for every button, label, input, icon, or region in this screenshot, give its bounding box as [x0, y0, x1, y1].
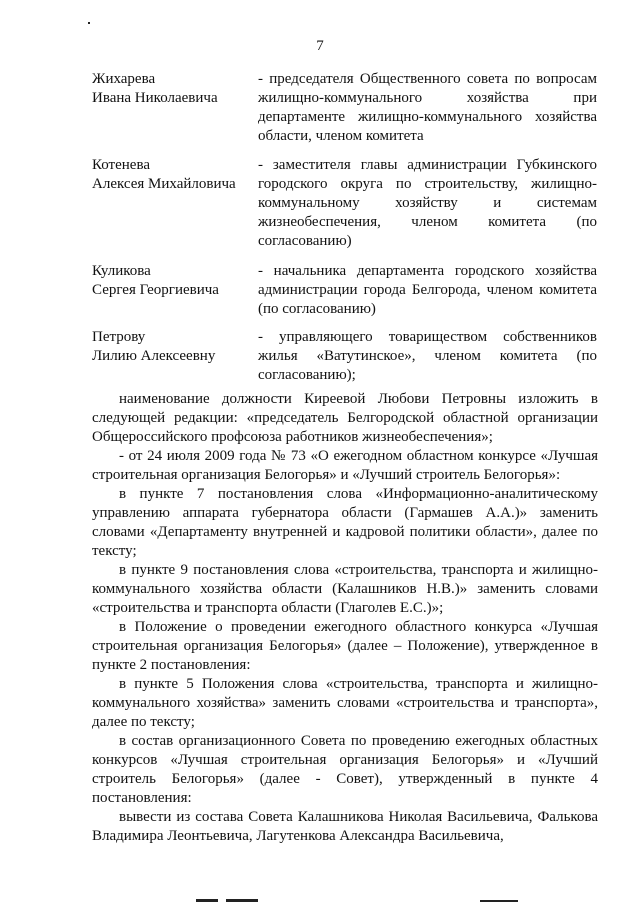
member-surname: Куликова [92, 263, 151, 279]
paragraph: в Положение о проведении ежегодного областного конкурса «Лучшая строительная организация Белогорья» (далее – Положение), утвержденное в пункте 2 постановления: [92, 619, 598, 673]
paragraph: в состав организационного Совета по проведению ежегодных областных конкурсов «Лучшая строительная организация Белогорья» и «Лучший строитель Белогорья» (далее - Совет), утвержденный в пункте 4 постановления: [92, 733, 598, 806]
scan-artifact [196, 899, 218, 902]
member-given-name: Ивана Николаевича [92, 90, 218, 106]
paragraph: - от 24 июля 2009 года № 73 «О ежегодном областном конкурсе «Лучшая строительная организация Белогорья» и «Лучший строитель Белогорья»: [92, 448, 598, 483]
member-role: - начальника департамента городского хозяйства администрации города Белгорода, членом комитета (по согласованию) [258, 263, 597, 317]
member-name [92, 70, 257, 108]
member-given-name: Лилию Алексеевну [92, 348, 216, 364]
body-text [92, 390, 598, 846]
paragraph: наименование должности Киреевой Любови Петровны изложить в следующей редакции: «председатель Белгородской областной организации Общероссийского профсоюза работников жизнеобеспечения»; [92, 391, 598, 445]
member-name [92, 156, 257, 194]
paragraph: в пункте 7 постановления слова «Информационно-аналитическому управлению аппарата губернатора области (Гармашев А.А.)» заменить словами «Департаменту внутренней и кадровой политики области», далее по тексту; [92, 486, 598, 559]
scan-artifact [480, 900, 518, 902]
paragraph: в пункте 9 постановления слова «строительства, транспорта и жилищно-коммунального хозяйства области (Калашников Н.В.)» заменить словами «строительства и транспорта области (Глаголев Е.С.)»; [92, 562, 598, 616]
member-given-name: Сергея Георгиевича [92, 282, 219, 298]
member-role: - председателя Общественного совета по вопросам жилищно-коммунального хозяйства при департаменте жилищно-коммунального хозяйства области, членом комитета [258, 71, 597, 144]
paragraph: вывести из состава Совета Калашникова Николая Васильевича, Фалькова Владимира Леонтьевича, Лагутенкова Александра Васильевича, [92, 809, 598, 844]
paragraph: в пункте 5 Положения слова «строительства, транспорта и жилищно-коммунального хозяйства» заменить словами «строительства и транспорта», далее по тексту; [92, 676, 598, 730]
scan-artifact [226, 899, 258, 902]
member-name [92, 262, 257, 300]
member-surname: Жихарева [92, 71, 156, 87]
member-role: - управляющего товариществом собственников жилья «Ватутинское», членом комитета (по согласованию); [258, 329, 597, 383]
member-surname: Петрову [92, 329, 146, 345]
member-role: - заместителя главы администрации Губкинского городского округа по строительству, жилищно-коммунальному хозяйству и системам жизнеобеспечения, членом комитета (по согласованию) [258, 157, 597, 249]
member-surname: Котенева [92, 157, 151, 173]
scan-artifact [88, 22, 90, 24]
member-given-name: Алексея Михайловича [92, 176, 236, 192]
page-number: 7 [316, 38, 324, 54]
member-name [92, 328, 257, 366]
